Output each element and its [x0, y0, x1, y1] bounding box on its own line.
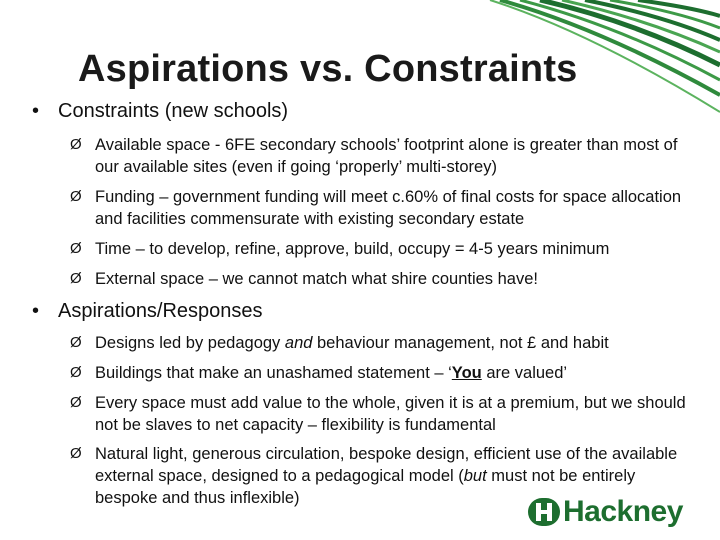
arrow-bullet-icon: Ø: [70, 364, 82, 381]
slide-title: Aspirations vs. Constraints: [78, 48, 578, 90]
list-item: [70, 238, 690, 260]
list-item: [70, 392, 690, 436]
list-item: [70, 268, 690, 290]
arrow-bullet-icon: Ø: [70, 334, 82, 351]
hackney-logo: [527, 494, 683, 530]
list-item-text: External space – we cannot match what shire counties have!: [95, 270, 538, 288]
arrow-bullet-icon: Ø: [70, 394, 82, 411]
list-item: [70, 362, 690, 384]
list-item: [70, 332, 690, 354]
section-heading-text: Constraints (new schools): [58, 100, 289, 122]
list-item-text: Available space - 6FE secondary schools’ footprint alone is greater than most of our available sites (even if going ‘properly’ multi-storey): [95, 136, 678, 176]
arrow-bullet-icon: Ø: [70, 445, 82, 462]
arrow-bullet-icon: Ø: [70, 270, 82, 287]
list-item-text: Every space must add value to the whole, given it is at a premium, but we should not be slaves to net capacity – flexibility is fundamental: [95, 394, 686, 434]
section-heading-aspirations: [32, 300, 263, 323]
bullet-icon: •: [32, 100, 40, 122]
list-item-text: Buildings that make an unashamed statement – ‘You are valued’: [95, 364, 568, 382]
list-item-text: Designs led by pedagogy and behaviour management, not £ and habit: [95, 334, 609, 352]
hackney-h-icon: [527, 497, 561, 527]
logo-text: Hackney: [563, 495, 683, 528]
section-heading-constraints: [32, 100, 288, 123]
bullet-icon: •: [32, 300, 40, 322]
arrow-bullet-icon: Ø: [70, 240, 82, 257]
list-item: [70, 186, 690, 230]
list-item-text: Funding – government funding will meet c.60% of final costs for space allocation and facilities commensurate with existing secondary estate: [95, 188, 682, 228]
list-item: [70, 134, 690, 178]
list-item-text: Time – to develop, refine, approve, build, occupy = 4-5 years minimum: [95, 240, 610, 258]
arrow-bullet-icon: Ø: [70, 136, 82, 153]
section-heading-text: Aspirations/Responses: [58, 300, 263, 322]
list-item-text: Natural light, generous circulation, bespoke design, efficient use of the available external space, designed to a pedagogical model (but must not be entirely bespoke and thus inflexible): [95, 445, 678, 507]
arrow-bullet-icon: Ø: [70, 188, 82, 205]
